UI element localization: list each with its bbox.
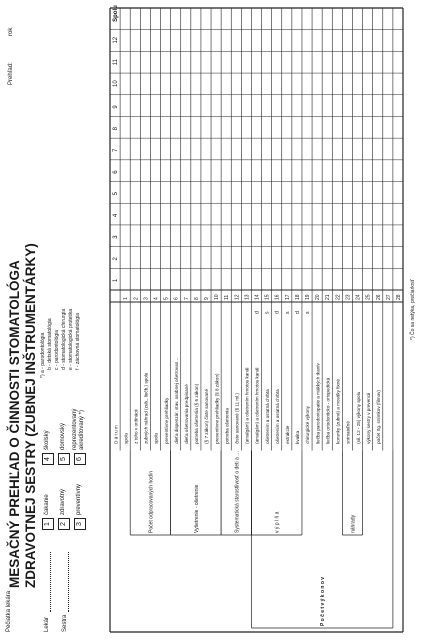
header-cell-1: spolu: [123, 432, 129, 444]
form-title-line2: ZDRAVOTNEJ SESTRY (ZUBNEJ INŠTRUMENTÁRKY): [23, 243, 38, 588]
fill-subletter-3: s: [284, 311, 291, 314]
header-cell-18: kvalita: [295, 430, 301, 444]
column-number-6: 6: [173, 297, 180, 300]
header-cell-12: čiste sanované (§ 11 ml.): [234, 392, 240, 444]
column-number-19: 19: [305, 294, 312, 300]
option-label-2: zdravotný: [60, 488, 66, 515]
row-label-9: 9: [113, 105, 120, 109]
header-cell-5: preventívne prehliadky: [163, 397, 169, 444]
legend-heading: *) a - parodontológia: [40, 332, 46, 378]
legend-item-d: d - stomatologická chirurgia: [61, 308, 67, 370]
header-cell-4: spolu: [153, 432, 159, 444]
legend-item-f: f - záchovná stomatológia: [75, 313, 81, 370]
reporting-unit-label: Pečiatka lekára: [6, 590, 12, 632]
header-cell-13: (amalgám) a ošetrením hmotou kanál: [244, 367, 250, 444]
row-label-1: 1: [113, 278, 120, 283]
header-cell-14: (amalgám) a ošetrením hmotou kanál: [254, 367, 260, 444]
header-cell-21: liečba ortodonticko - ortopedická: [325, 377, 331, 444]
row-label-2: 2: [113, 257, 120, 261]
column-number-9: 9: [204, 297, 211, 300]
header-cell-7: dieťa ošetrovania predpísané: [183, 384, 189, 444]
header-cell-3: zubných náhrad (zub., liečb.) spolu: [143, 372, 149, 444]
column-number-24: 24: [355, 294, 362, 300]
header-cell-6: dieťa dispenzár. stav. osobnej ošetrovan…: [173, 357, 179, 444]
form-title-line1: MESAČNÝ PREHĽAD O ČINNOSTI STOMATOLÓGA: [7, 260, 22, 588]
row-label-11: 11: [113, 58, 120, 66]
footnote: *) Čo sa netýka, prečiarkniť: [410, 279, 416, 340]
option-label-4: školský: [44, 430, 50, 450]
row-label-Spolu: Spolu: [113, 5, 120, 22]
header-cell-26: počet rtg. snímkov (filmov): [375, 390, 381, 444]
header-cell-20: liečba parodontopatie a mäkkých tkanív: [315, 363, 321, 444]
row-label-8: 8: [113, 126, 120, 131]
legend-item-e: e - stomatologická protetika: [68, 308, 74, 370]
column-number-3: 3: [143, 297, 150, 300]
option-box-1[interactable]: 1: [42, 518, 54, 530]
legend-item-c: c - parodontológia: [54, 329, 60, 370]
header-cell-24: (sil. 12 - 25) výkony spolu: [355, 391, 361, 444]
column-number-21: 21: [325, 294, 332, 300]
column-number-4: 4: [153, 297, 160, 300]
row-label-6: 6: [113, 170, 120, 174]
column-number-7: 7: [183, 297, 190, 300]
header-cell-15: ošetrením a ostatná chrbta: [264, 389, 270, 444]
column-number-13: 13: [244, 294, 251, 300]
group-label-3: v ý p l ň a: [274, 511, 281, 533]
column-number-17: 17: [284, 294, 291, 300]
option-box-2[interactable]: 2: [58, 518, 70, 530]
option-box-5[interactable]: 5: [58, 453, 70, 465]
column-number-27: 27: [385, 294, 392, 300]
column-number-10: 10: [214, 294, 221, 300]
row-label-5: 5: [113, 192, 120, 196]
header-cell-19: chirurgické výkony: [305, 406, 311, 444]
column-number-20: 20: [315, 294, 322, 300]
group-label-2: Systematická starostlivosť o deti a …: [234, 450, 241, 533]
column-number-2: 2: [133, 297, 140, 300]
header-cell-0: D á t u m: [113, 425, 119, 444]
column-number-25: 25: [365, 294, 372, 300]
option-label-1: čakanie: [44, 494, 50, 515]
header-cell-10: preventívne prehliadky (§ 8 zákon): [214, 373, 220, 444]
column-number-12: 12: [234, 294, 241, 300]
header-cell-23: snímateľné: [345, 421, 351, 444]
option-box-4[interactable]: 4: [42, 453, 54, 465]
header-cell-8: potreba ošetrenia (§ 6 zákon): [194, 383, 200, 444]
header-cell-9: (§ 7 zákon) čiste sanované: [204, 388, 210, 444]
option-label-6: reprezentovaný akreditovaný *): [72, 408, 85, 450]
column-number-16: 16: [274, 294, 281, 300]
option-label-5: domovský: [60, 422, 66, 450]
nurse-label: Sestra: [62, 614, 68, 632]
column-number-18: 18: [294, 294, 301, 300]
option-box-6[interactable]: 6: [74, 453, 86, 465]
fill-subletter-1: s: [264, 311, 271, 314]
legend-item-b: b - detská stomatológia: [47, 318, 53, 370]
column-number-1: 1: [123, 297, 130, 300]
row-label-10: 10: [113, 80, 120, 87]
header-cell-25: výkony sestry v prevencii: [365, 392, 371, 444]
row-label-12: 12: [113, 36, 120, 44]
row-label-4: 4: [113, 213, 120, 218]
doctor-label: Lekár: [44, 616, 50, 632]
column-number-26: 26: [375, 294, 382, 300]
month-label: Prehľad:: [8, 62, 14, 85]
column-number-5: 5: [163, 297, 170, 300]
year-label: rok: [8, 27, 14, 36]
fill-subletter-5: s: [305, 311, 312, 314]
column-number-8: 8: [193, 297, 200, 300]
header-cell-11: potreba ošetrenia: [224, 408, 230, 444]
row-label-3: 3: [113, 235, 120, 239]
header-cell-2: z toho v ordinácii: [133, 409, 139, 444]
row-label-7: 7: [113, 148, 120, 152]
group-label-4: náhrady: [350, 514, 357, 533]
option-label-3: preventívny: [76, 483, 82, 515]
group-label-5: P o č e t v ý k o n o v: [320, 576, 327, 626]
column-number-15: 15: [264, 294, 271, 300]
column-number-23: 23: [345, 294, 352, 300]
header-cell-16: ošetrením a ostatná chrbta: [274, 389, 280, 444]
column-number-11: 11: [224, 294, 231, 300]
fill-subletter-4: d: [294, 311, 301, 314]
fill-subletter-2: d: [274, 311, 281, 314]
header-cell-17: extrakcie: [285, 425, 291, 444]
column-number-22: 22: [335, 294, 342, 300]
group-label-1: Vyšetrenie - ošetrenie: [193, 484, 200, 533]
group-label-0: Počet odpracovaných hodín: [148, 471, 155, 533]
column-number-14: 14: [254, 294, 261, 300]
header-cell-22: korunky (zubné) a mostíky fixné: [335, 379, 341, 444]
option-box-3[interactable]: 3: [74, 518, 86, 530]
fill-subletter-0: d: [254, 311, 261, 314]
column-number-28: 28: [395, 294, 402, 300]
